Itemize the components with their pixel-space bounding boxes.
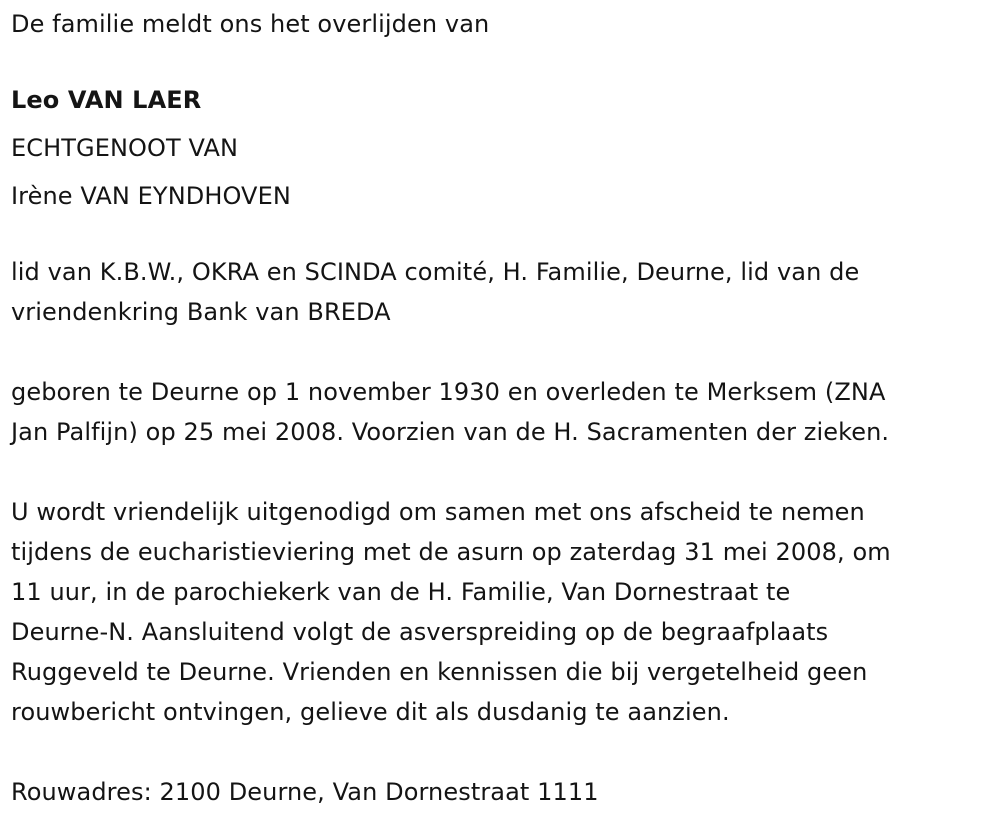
- intro-paragraph: [11, 4, 1000, 44]
- invitation-line: Ruggeveld te Deurne. Vrienden en kennissen die bij vergetelheid geen: [11, 658, 868, 686]
- deceased-name: Leo VAN LAER: [11, 86, 202, 114]
- invitation-line: 11 uur, in de parochiekerk van de H. Familie, Van Dornestraat te: [11, 578, 791, 606]
- invitation-line: Deurne-N. Aansluitend volgt de asverspreiding op de begraafplaats: [11, 618, 829, 646]
- birth-death-paragraph: [11, 372, 1000, 452]
- invitation-line: tijdens de eucharistieviering met de asurn op zaterdag 31 mei 2008, om: [11, 538, 891, 566]
- mourning-address: Rouwadres: 2100 Deurne, Van Dornestraat 1111: [11, 778, 599, 806]
- invitation-paragraph: [11, 492, 1000, 732]
- intro-text: De familie meldt ons het overlijden van: [11, 10, 490, 38]
- memberships-paragraph: [11, 252, 1000, 332]
- birth-death-line: geboren te Deurne op 1 november 1930 en overleden te Merksem (ZNA: [11, 378, 886, 406]
- memberships-line: lid van K.B.W., OKRA en SCINDA comité, H. Familie, Deurne, lid van de: [11, 258, 860, 286]
- spouse-name: Irène VAN EYNDHOVEN: [11, 182, 291, 210]
- name-block: [11, 76, 1000, 220]
- invitation-line: U wordt vriendelijk uitgenodigd om samen met ons afscheid te nemen: [11, 498, 865, 526]
- invitation-line: rouwbericht ontvingen, gelieve dit als dusdanig te aanzien.: [11, 698, 730, 726]
- relation-text: ECHTGENOOT VAN: [11, 134, 239, 162]
- address-paragraph: [11, 772, 1000, 812]
- birth-death-line: Jan Palfijn) op 25 mei 2008. Voorzien van de H. Sacramenten der zieken.: [11, 418, 890, 446]
- memberships-line: vriendenkring Bank van BREDA: [11, 298, 391, 326]
